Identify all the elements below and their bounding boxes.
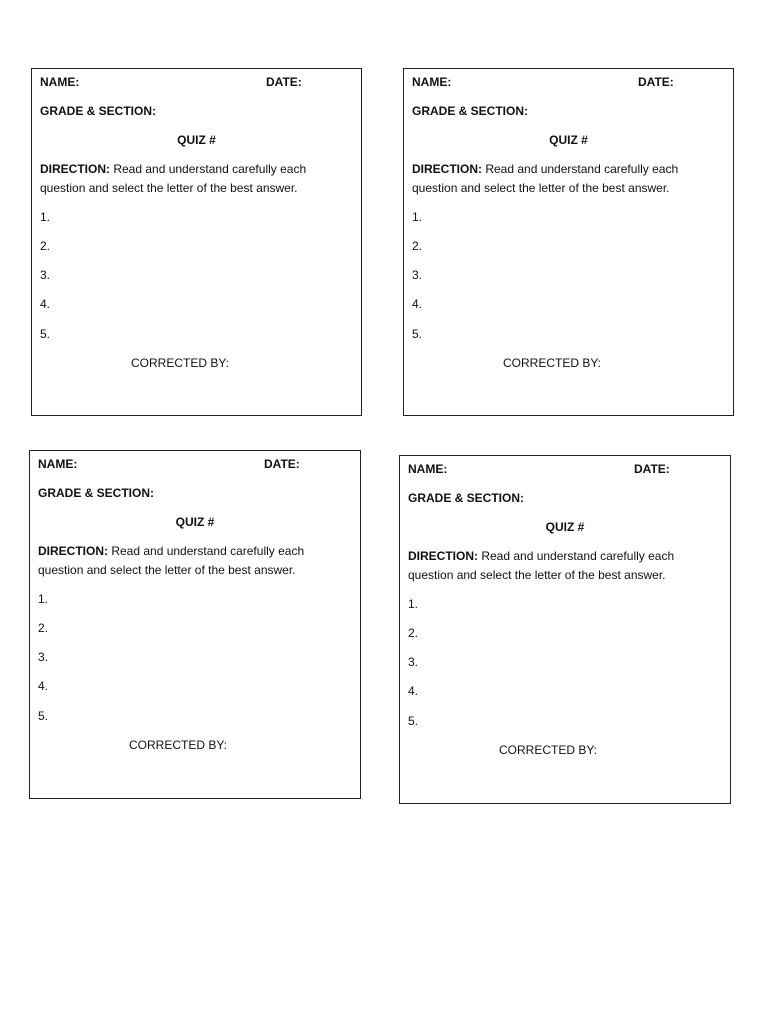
corrected-by-label: CORRECTED BY: bbox=[503, 356, 602, 370]
grade-section-label: GRADE & SECTION: bbox=[38, 486, 155, 500]
name-label: NAME: bbox=[412, 75, 452, 89]
quiz-title: QUIZ # bbox=[549, 133, 588, 147]
direction-label: DIRECTION: bbox=[38, 544, 108, 558]
direction-text: Read and understand carefully each question and select the letter of the best answer. bbox=[408, 549, 675, 582]
grade-section-label: GRADE & SECTION: bbox=[408, 491, 525, 505]
direction-paragraph bbox=[408, 547, 698, 585]
question-item: 2. bbox=[38, 621, 49, 635]
direction-label: DIRECTION: bbox=[40, 162, 110, 176]
grade-section-label: GRADE & SECTION: bbox=[40, 104, 157, 118]
quiz-title: QUIZ # bbox=[177, 133, 216, 147]
quiz-card bbox=[403, 68, 734, 416]
question-item: 4. bbox=[38, 679, 49, 693]
quiz-title: QUIZ # bbox=[175, 515, 215, 529]
question-item: 3. bbox=[38, 650, 49, 664]
question-item: 2. bbox=[408, 626, 419, 640]
direction-paragraph bbox=[38, 542, 328, 580]
question-item: 3. bbox=[40, 268, 51, 282]
question-item: 1. bbox=[38, 592, 49, 606]
question-item: 3. bbox=[412, 268, 423, 282]
grade-section-label: GRADE & SECTION: bbox=[412, 104, 529, 118]
question-item: 4. bbox=[412, 297, 423, 311]
name-label: NAME: bbox=[40, 75, 80, 89]
quiz-title: QUIZ # bbox=[545, 520, 585, 534]
date-label: DATE: bbox=[264, 457, 300, 471]
direction-paragraph bbox=[40, 160, 330, 198]
direction-text: Read and understand carefully each question and select the letter of the best answer. bbox=[412, 162, 679, 195]
question-item: 5. bbox=[38, 709, 49, 723]
date-label: DATE: bbox=[634, 462, 670, 476]
date-label: DATE: bbox=[266, 75, 302, 89]
direction-label: DIRECTION: bbox=[408, 549, 478, 563]
question-item: 2. bbox=[40, 239, 51, 253]
question-item: 1. bbox=[412, 210, 423, 224]
direction-label: DIRECTION: bbox=[412, 162, 482, 176]
corrected-by-label: CORRECTED BY: bbox=[499, 743, 598, 757]
question-item: 5. bbox=[412, 327, 423, 341]
question-item: 4. bbox=[40, 297, 51, 311]
question-item: 1. bbox=[40, 210, 51, 224]
quiz-card bbox=[399, 455, 731, 804]
direction-text: Read and understand carefully each question and select the letter of the best answer. bbox=[38, 544, 305, 577]
corrected-by-label: CORRECTED BY: bbox=[129, 738, 228, 752]
question-item: 4. bbox=[408, 684, 419, 698]
question-item: 2. bbox=[412, 239, 423, 253]
name-label: NAME: bbox=[38, 457, 78, 471]
question-item: 3. bbox=[408, 655, 419, 669]
direction-paragraph bbox=[412, 160, 702, 198]
quiz-card bbox=[29, 450, 361, 799]
date-label: DATE: bbox=[638, 75, 674, 89]
question-item: 5. bbox=[40, 327, 51, 341]
corrected-by-label: CORRECTED BY: bbox=[131, 356, 230, 370]
question-item: 1. bbox=[408, 597, 419, 611]
name-label: NAME: bbox=[408, 462, 448, 476]
question-item: 5. bbox=[408, 714, 419, 728]
direction-text: Read and understand carefully each question and select the letter of the best answer. bbox=[40, 162, 307, 195]
quiz-card bbox=[31, 68, 362, 416]
